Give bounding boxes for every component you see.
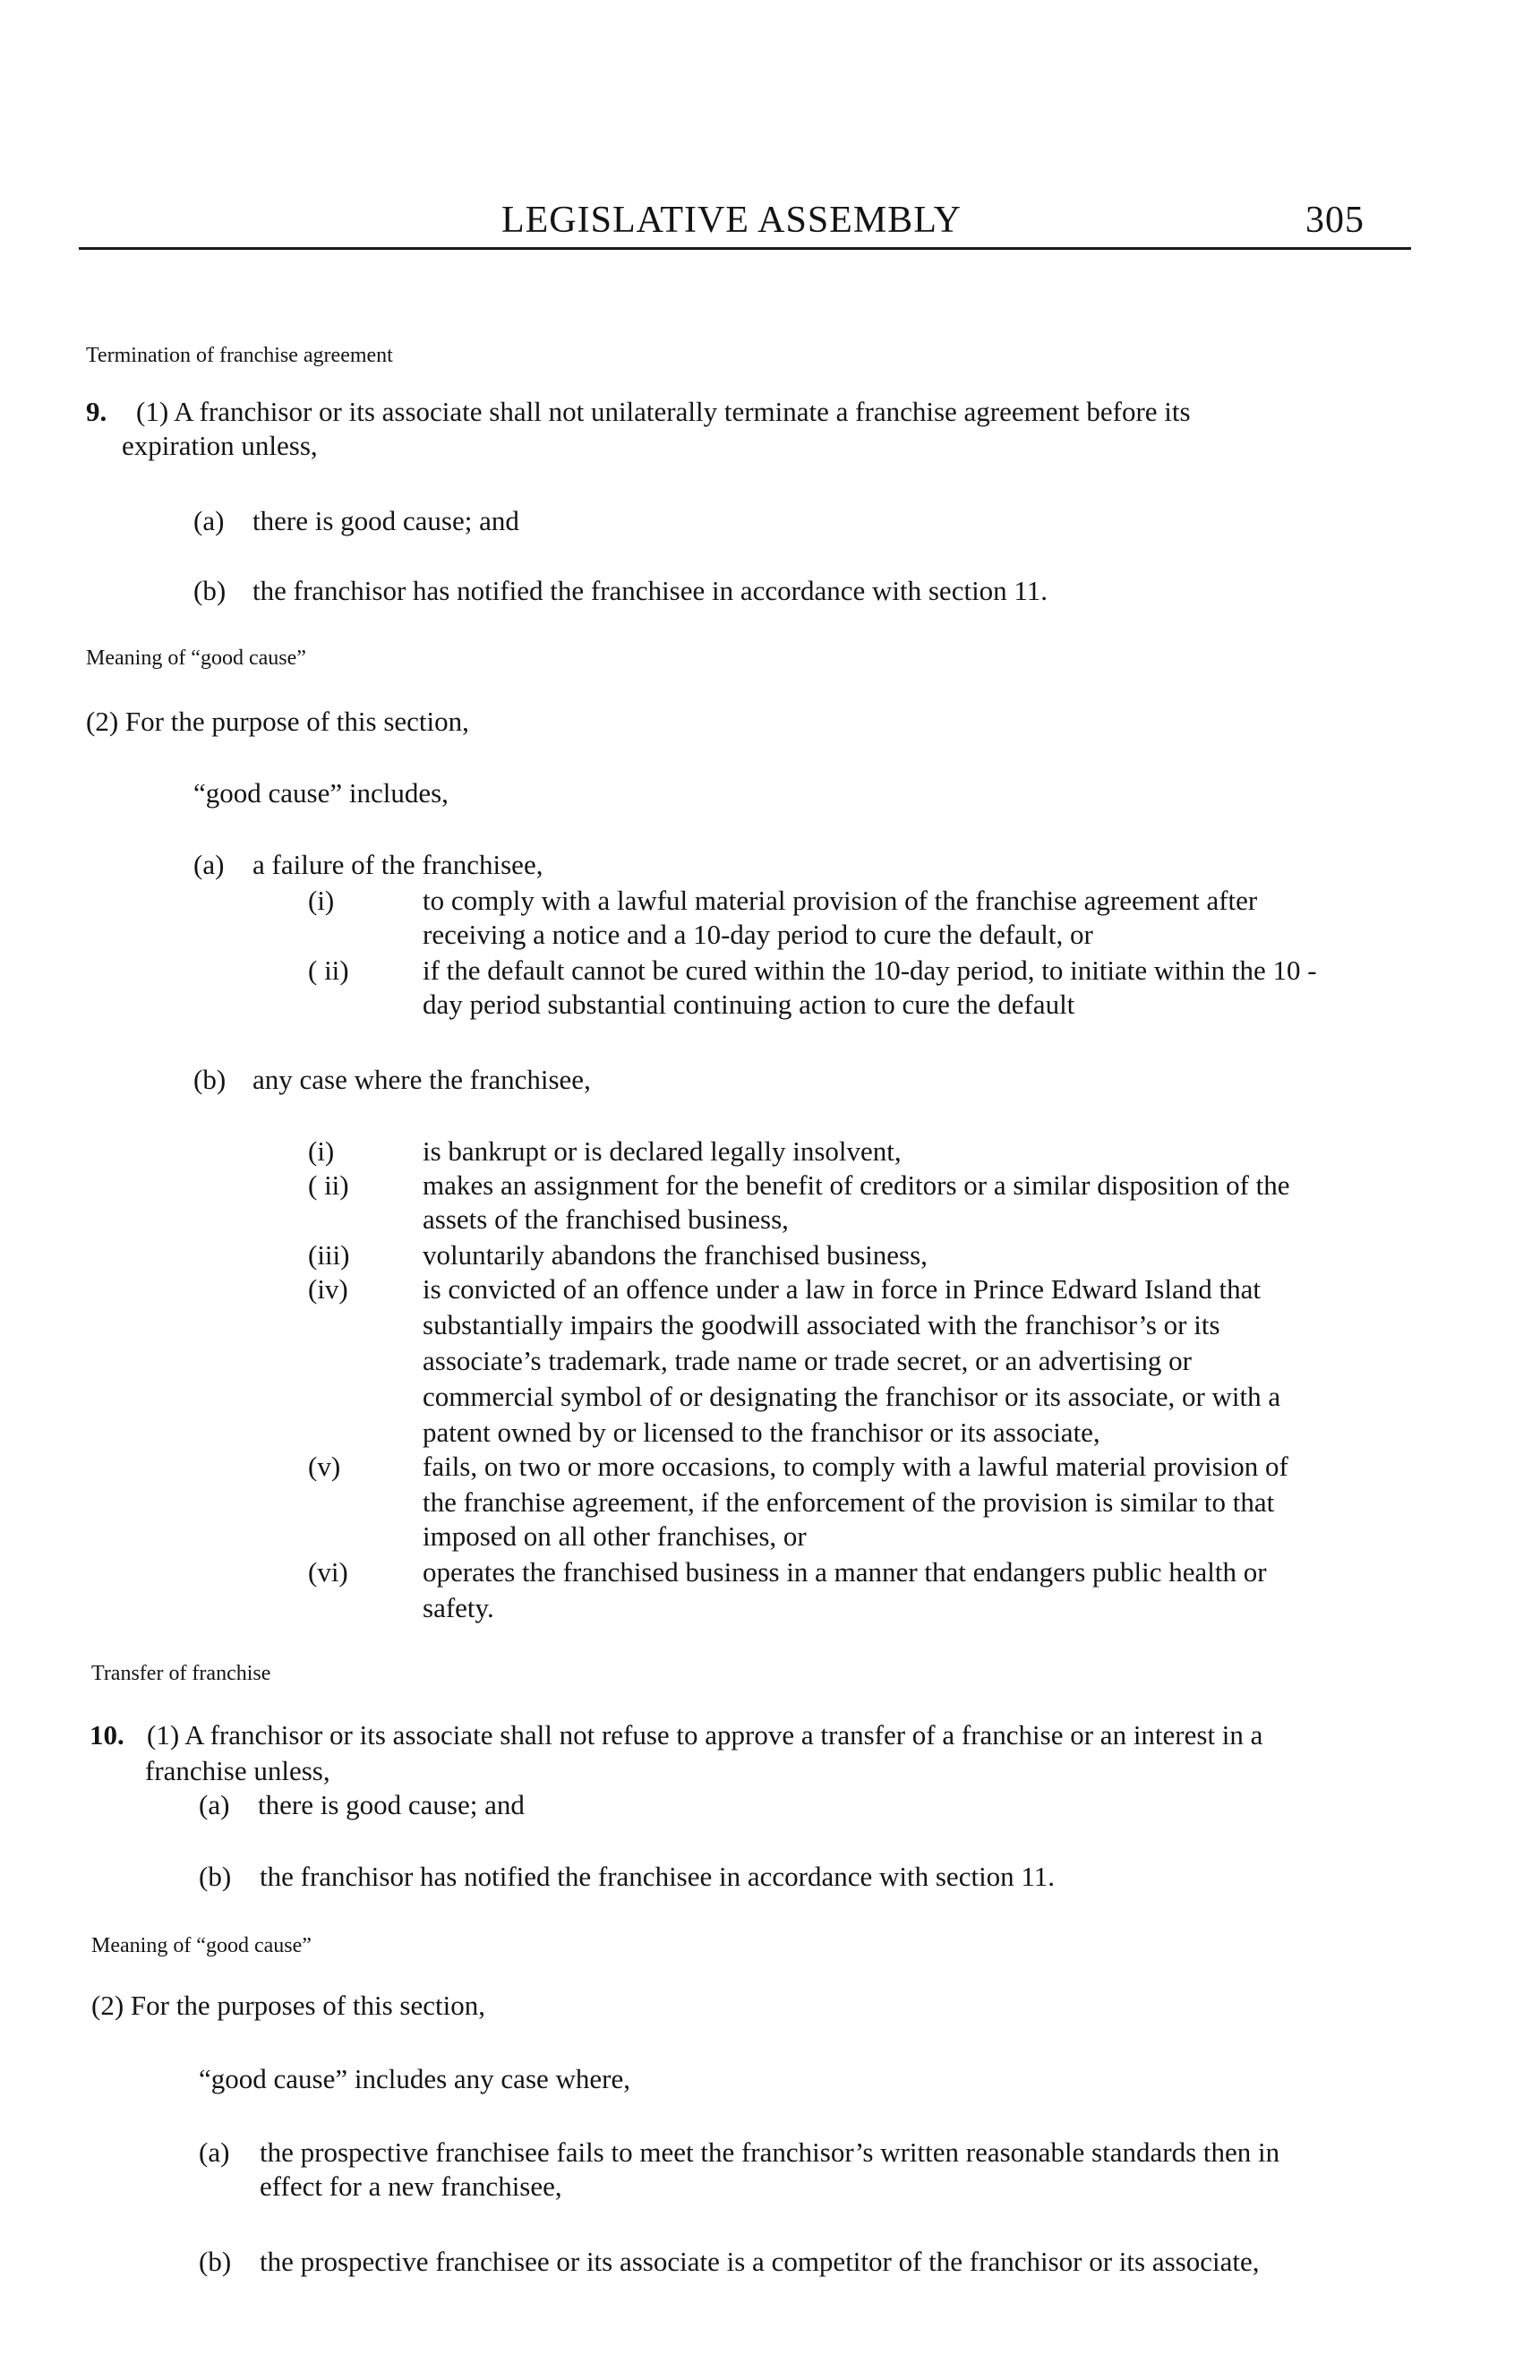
section-9-fa-text: a failure of the franchisee, [252,849,543,880]
section-9-fb-v-line3: imposed on all other franchises, or [423,1520,807,1552]
section-9-b-text: the franchisor has notified the franchisee in accordance with section 11. [252,575,1048,606]
section-9-fa-ii-line2: day period substantial continuing action to cure the default [423,989,1075,1020]
section-10-good-cause-includes: “good cause” includes any case where, [199,2063,630,2094]
section-9-fb-iii-label: (iii) [308,1239,350,1271]
section-9-fb-ii-label: ( ii) [308,1169,349,1201]
section-9-a-text: there is good cause; and [252,505,519,536]
margin-note-good-cause: Meaning of “good cause” [86,646,306,670]
section-9-fb-vi-line1: operates the franchised business in a manner that endangers public health or [423,1556,1267,1588]
section-10-gb-label: (b) [199,2246,232,2277]
section-9-fb-v-line2: the franchise agreement, if the enforcement of the provision is similar to that [423,1486,1275,1518]
section-9-fb-text: any case where the franchisee, [252,1064,591,1095]
section-10-ga-line1: the prospective franchisee fails to meet the franchisor’s written reasonable standards then in [260,2136,1280,2168]
section-9-fb-iv-line2: substantially impairs the goodwill associated with the franchisor’s or its [423,1309,1220,1340]
section-9-fb-iv-line1: is convicted of an offence under a law in force in Prince Edward Island that [423,1273,1261,1305]
section-10-ga-label: (a) [199,2136,230,2168]
margin-note-termination: Termination of franchise agreement [86,344,393,367]
section-10-sub1-line1: (1) A franchisor or its associate shall not refuse to approve a transfer of a franchise or an interest in a [147,1719,1263,1751]
section-9-fb-label: (b) [193,1064,227,1095]
section-9-a-label: (a) [193,505,225,536]
section-9-b-label: (b) [193,575,227,606]
section-9-fb-vi-label: (vi) [308,1556,348,1588]
section-10-b-text: the franchisor has notified the franchisee in accordance with section 11. [260,1861,1056,1892]
section-9-fb-vi-line2: safety. [423,1592,494,1623]
section-10-a-text: there is good cause; and [258,1789,525,1820]
section-10-number: 10. [90,1719,124,1751]
margin-note-good-cause-10: Meaning of “good cause” [91,1934,312,1957]
section-9-fb-i-label: (i) [308,1135,335,1167]
section-9-good-cause-includes: “good cause” includes, [193,777,449,809]
section-10-gb-line1: the prospective franchisee or its associate is a competitor of the franchisor or its associate, [260,2246,1260,2277]
section-9-fa-ii-line1: if the default cannot be cured within the 10-day period, to initiate within the 10 - [423,955,1317,986]
page-number: 305 [1305,200,1365,241]
section-10-sub2: (2) For the purposes of this section, [91,1990,485,2021]
margin-note-transfer: Transfer of franchise [91,1662,271,1685]
section-9-fa-ii-label: ( ii) [308,955,349,986]
section-9-fb-ii-line1: makes an assignment for the benefit of creditors or a similar disposition of the [423,1169,1290,1201]
header-rule [79,247,1411,250]
section-10-ga-line2: effect for a new franchisee, [260,2170,562,2202]
section-9-number: 9. [86,396,107,427]
section-9-fb-iii-line1: voluntarily abandons the franchised business, [423,1239,928,1271]
section-9-fb-iv-line3: associate’s trademark, trade name or trade secret, or an advertising or [423,1345,1193,1376]
section-9-fa-label: (a) [193,849,225,880]
section-9-sub2: (2) For the purpose of this section, [86,706,469,737]
section-9-fb-iv-line4: commercial symbol of or designating the franchisor or its associate, or with a [423,1381,1281,1412]
section-9-fb-v-label: (v) [308,1451,341,1482]
section-9-fb-ii-line2: assets of the franchised business, [423,1203,789,1235]
section-10-a-label: (a) [199,1789,230,1820]
section-9-fa-i-label: (i) [308,885,335,916]
section-9-fa-i-line2: receiving a notice and a 10-day period to cure the default, or [423,919,1093,950]
section-9-fb-iv-line5: patent owned by or licensed to the franchisor or its associate, [423,1417,1100,1448]
section-10-sub1-line2: franchise unless, [145,1755,330,1786]
section-9-fa-i-line1: to comply with a lawful material provision of the franchise agreement after [423,885,1258,916]
section-9-sub1-line2: expiration unless, [122,430,318,461]
section-9-fb-v-line1: fails, on two or more occasions, to comply with a lawful material provision of [423,1451,1288,1482]
section-10-b-label: (b) [199,1861,232,1892]
running-header-title: LEGISLATIVE ASSEMBLY [501,200,962,241]
section-9-fb-i-line1: is bankrupt or is declared legally insolvent, [423,1135,902,1167]
section-9-fb-iv-label: (iv) [308,1273,348,1305]
section-9-sub1-line1: (1) A franchisor or its associate shall not unilaterally terminate a franchise agreement before its [136,396,1191,427]
